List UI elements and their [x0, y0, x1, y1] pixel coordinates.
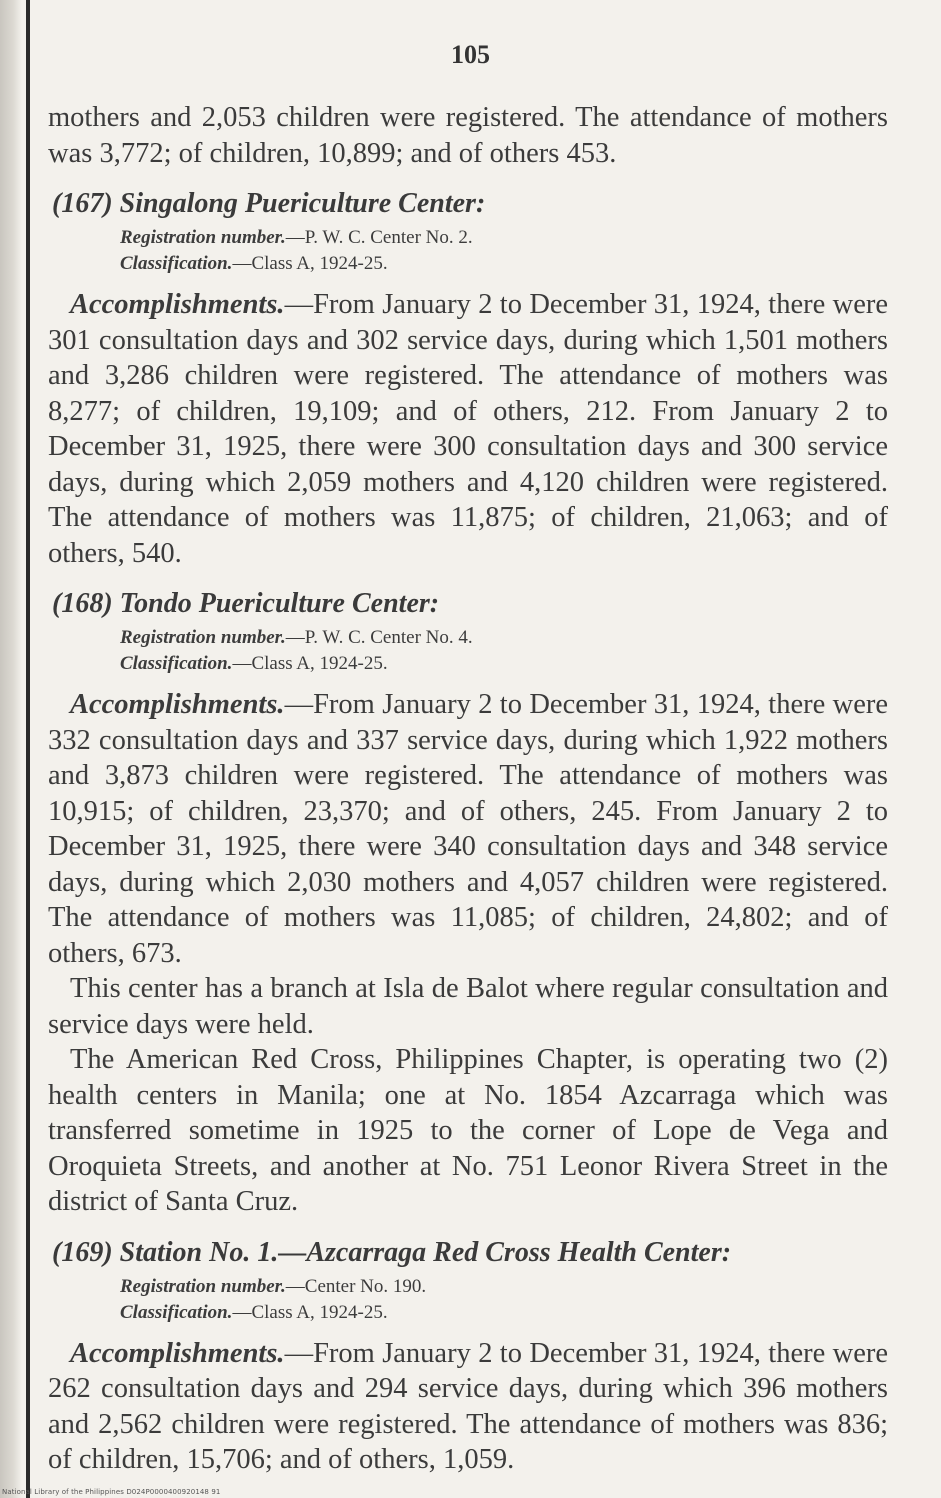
- opening-paragraph: mothers and 2,053 children were registered. The attendance of mothers was 3,772; of children, 10,899; and of others 453.: [48, 102, 888, 169]
- registration-line-168: [120, 625, 888, 651]
- registration-value: —Center No. 190.: [285, 1275, 427, 1297]
- accomplishments-label: Accomplishments.: [70, 1337, 285, 1369]
- classification-line-169: [120, 1300, 888, 1326]
- accomplishments-paragraph-167: [48, 287, 888, 571]
- accomplishments-label: Accomplishments.: [70, 689, 285, 720]
- classification-label: Classification.: [120, 1301, 233, 1323]
- page-binding-shadow: [0, 0, 22, 1498]
- classification-line-167: [120, 251, 888, 277]
- page-binding-rule: [26, 0, 30, 1498]
- registration-label: Registration number.: [120, 1275, 286, 1297]
- accomplishments-text: —From January 2 to December 31, 1924, there were 301 consultation days and 302 service days, during which 1,501 mothers and 3,286 children were registered. The attendance of mothers was 8,277; of children, 19,109; and of others, 212. From January 2 to December 31, 1925, there were 300 consultation days and 300 service days, during which 2,059 mothers and 4,120 children were registered. The attendance of mothers was 11,875; of children, 21,063; and of others, 540.: [48, 289, 888, 569]
- accomplishments-paragraph-168: [48, 687, 888, 971]
- registration-line-169: [120, 1274, 888, 1300]
- registration-label: Registration number.: [120, 627, 286, 648]
- library-footer-stamp: National Library of the Philippines D024P0000400920148 91: [2, 1488, 221, 1496]
- classification-line-168: [120, 651, 888, 677]
- page-content: [48, 100, 888, 1478]
- classification-value: —Class A, 1924-25.: [232, 1301, 388, 1323]
- accomplishments-text: —From January 2 to December 31, 1924, there were 332 consultation days and 337 service days, during which 1,922 mothers and 3,873 children were registered. The attendance of mothers was 10,915; of children, 23,370; and of others, 245. From January 2 to December 31, 1925, there were 340 consultation days and 348 service days, during which 2,030 mothers and 4,057 children were registered. The attendance of mothers was 11,085; of children, 24,802; and of others, 673.: [48, 689, 888, 969]
- branch-paragraph: This center has a branch at Isla de Balot where regular consultation and service days were held.: [48, 973, 888, 1040]
- registration-label: Registration number.: [120, 227, 286, 248]
- classification-value: —Class A, 1924-25.: [232, 253, 388, 274]
- section-heading-169: (169) Station No. 1.—Azcarraga Red Cross Health Center:: [52, 1236, 732, 1268]
- accomplishments-label: Accomplishments.: [70, 289, 285, 320]
- classification-label: Classification.: [120, 253, 233, 274]
- registration-value: —P. W. C. Center No. 2.: [285, 227, 473, 248]
- classification-value: —Class A, 1924-25.: [232, 653, 388, 674]
- section-heading-168: (168) Tondo Puericulture Center:: [52, 588, 440, 619]
- accomplishments-text: —From January 2 to December 31, 1924, there were 262 consultation days and 294 service days, during which 396 mothers and 2,562 children were registered. The attendance of mothers was 836; of children, 15,706; and of others, 1,059.: [48, 1337, 888, 1475]
- red-cross-paragraph: The American Red Cross, Philippines Chapter, is operating two (2) health centers in Manila; one at No. 1854 Azcarraga which was transferred sometime in 1925 to the corner of Lope de Vega and Oroquieta Streets, and another at No. 751 Leonor Rivera Street in the district of Santa Cruz.: [48, 1044, 888, 1217]
- classification-label: Classification.: [120, 653, 233, 674]
- page-number: 105: [451, 40, 490, 69]
- section-heading-167: (167) Singalong Puericulture Center:: [52, 188, 486, 219]
- registration-line-167: [120, 225, 888, 251]
- registration-value: —P. W. C. Center No. 4.: [285, 627, 473, 648]
- accomplishments-paragraph-169: [48, 1336, 888, 1478]
